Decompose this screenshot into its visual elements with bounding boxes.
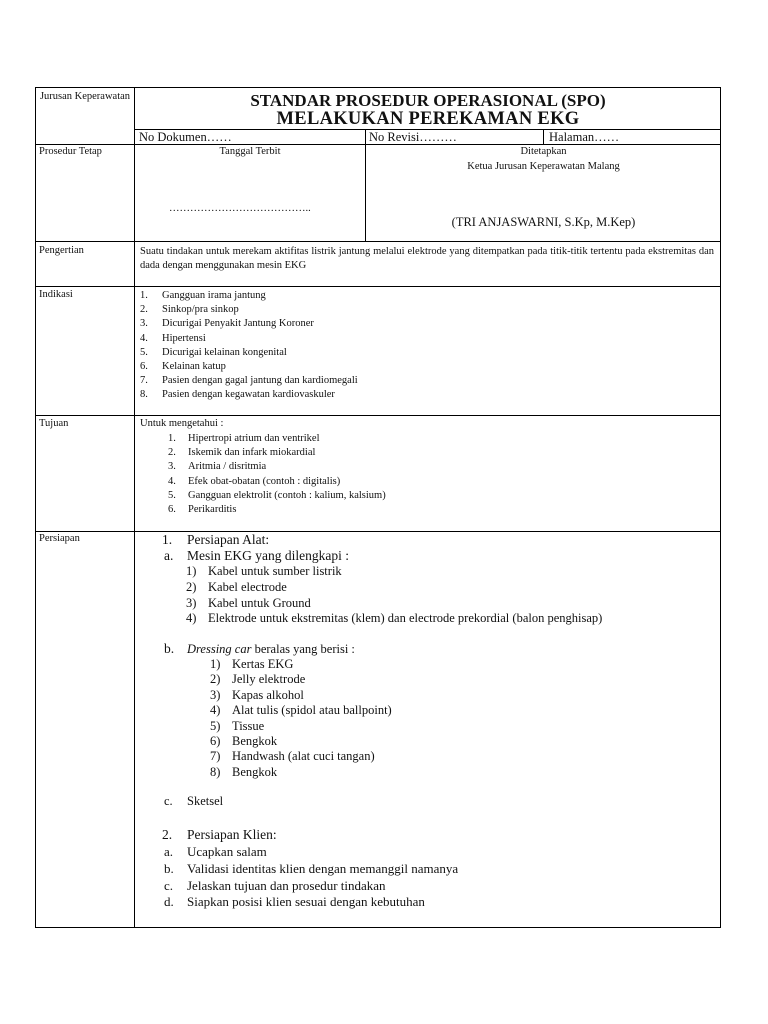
indikasi-item (140, 303, 700, 317)
indikasi-item (140, 346, 700, 360)
alat-a-letter: a. (164, 548, 174, 563)
list-item-text: Jelly elektrode (232, 672, 306, 687)
list-item-text: Iskemik dan infark miokardial (188, 447, 316, 459)
list-item-text: Pasien dengan kegawatan kardiovaskuler (162, 389, 335, 401)
tujuan-item (168, 503, 688, 517)
mesin-ekg-item (186, 611, 706, 627)
department-label: Jurusan Keperawatan (39, 91, 131, 102)
persiapan-klien-item (164, 844, 684, 861)
list-item-number: 4) (210, 703, 221, 718)
mesin-ekg-item (186, 564, 706, 580)
list-item-text: Bengkok (232, 733, 278, 748)
ditetapkan-label: Ditetapkan (520, 146, 567, 157)
list-item-number: 2) (210, 672, 221, 687)
indikasi-item (140, 374, 700, 388)
list-item-number: 1. (140, 290, 148, 301)
dressing-car-italic: Dressing car (187, 642, 252, 656)
list-item-number: 7. (140, 375, 148, 387)
list-item-number: 2) (186, 579, 197, 594)
dressing-car-item (210, 703, 630, 718)
list-item-text: Elektrode untuk ekstremitas (klem) dan electrode prekordial (balon penghisap) (208, 611, 603, 626)
dressing-car-item (210, 719, 630, 734)
list-item-number: 1) (210, 657, 221, 671)
row-divider-tujuan (35, 531, 721, 532)
list-item-number: c. (164, 877, 174, 893)
procedure-title: MELAKUKAN PEREKAMAN EKG (276, 109, 580, 129)
persiapan-klien-list (164, 844, 684, 911)
dressing-car-item (210, 657, 630, 672)
alat-b-letter: b. (164, 641, 175, 656)
list-item-text: Dicurigai kelainan kongenital (162, 346, 287, 358)
list-item-number: 3. (140, 318, 148, 330)
list-item-text: Kapas alkohol (232, 687, 304, 702)
persiapan-label: Persiapan (39, 533, 80, 544)
list-item-text: Kertas EKG (232, 657, 294, 671)
tanggal-terbit-label: Tanggal Terbit (219, 146, 281, 157)
signatory-name: (TRI ANJASWARNI, S.Kp, M.Kep) (451, 215, 636, 229)
list-item-text: Ucapkan salam (187, 844, 267, 859)
dressing-car-item (210, 765, 630, 780)
list-item-number: 4. (168, 475, 176, 487)
dressing-car-item (210, 734, 630, 749)
ketua-jurusan-label: Ketua Jurusan Keperawatan Malang (467, 161, 620, 172)
persiapan-klien-heading: Persiapan Klien: (187, 827, 277, 842)
dressing-car-heading (187, 642, 355, 657)
list-item-text: Hipertropi atrium dan ventrikel (188, 433, 320, 444)
list-item-number: b. (164, 860, 174, 876)
document-number: No Dokumen…… (139, 130, 232, 144)
indikasi-item (140, 332, 700, 346)
mesin-ekg-item (186, 580, 706, 596)
table-border-right (720, 87, 721, 927)
persiapan-klien-item (164, 878, 684, 895)
list-item-text: Dicurigai Penyakit Jantung Koroner (162, 318, 314, 330)
sketsel-item: Sketsel (187, 794, 224, 808)
label-column-divider (134, 87, 135, 927)
signature-line: ………………………………….. (169, 203, 311, 214)
list-item-number: 5. (168, 489, 176, 501)
dressing-car-item (210, 749, 630, 764)
tujuan-item (168, 460, 688, 474)
persiapan-klien-item (164, 861, 684, 878)
list-item-number: 5) (210, 718, 221, 733)
persiapan-alat-number: 1. (162, 532, 173, 547)
list-item-text: Sinkop/pra sinkop (162, 304, 239, 316)
indikasi-item (140, 360, 700, 374)
list-item-text: Siapkan posisi klien sesuai dengan kebutuhan (187, 894, 425, 910)
list-item-number: 2. (140, 304, 148, 316)
row-divider-pengertian (35, 286, 721, 287)
list-item-number: 3) (210, 687, 221, 702)
list-item-text: Gangguan irama jantung (162, 290, 266, 301)
indikasi-list (140, 289, 700, 403)
table-border-top (35, 87, 721, 88)
tujuan-intro: Untuk mengetahui : (140, 418, 224, 429)
list-item-number: 3. (168, 461, 176, 473)
page-number: Halaman…… (549, 130, 620, 144)
list-item-text: Kabel electrode (208, 579, 287, 594)
list-item-number: 6. (140, 360, 148, 372)
indikasi-item (140, 317, 700, 331)
tujuan-label: Tujuan (39, 418, 69, 429)
dressing-car-item (210, 672, 630, 687)
list-item-number: 6) (210, 733, 221, 748)
list-item-text: Jelaskan tujuan dan prosedur tindakan (187, 877, 386, 893)
list-item-number: 6. (168, 503, 176, 515)
tujuan-item (168, 446, 688, 460)
list-item-number: 1. (168, 433, 176, 444)
persiapan-klien-number: 2. (162, 827, 173, 842)
pengertian-text: Suatu tindakan untuk merekam aktifitas listrik jantung melalui elektrode yang ditempatkan pada titik-titik tertentu pada ekstremitas dan dada dengan menggunakan mesin EKG (140, 246, 714, 271)
list-item-number: 2. (168, 447, 176, 459)
list-item-number: 1) (186, 564, 197, 578)
list-item-number: 3) (186, 595, 197, 610)
list-item-text: Kabel untuk sumber listrik (208, 564, 342, 578)
mesin-ekg-list (186, 564, 706, 627)
persiapan-klien-item (164, 894, 684, 911)
indikasi-item (140, 289, 700, 303)
list-item-text: Alat tulis (spidol atau ballpoint) (232, 703, 392, 718)
list-item-text: Handwash (alat cuci tangan) (232, 749, 375, 764)
prosedur-tetap-label: Prosedur Tetap (39, 146, 102, 157)
list-item-text: Pasien dengan gagal jantung dan kardiomegali (162, 375, 358, 387)
dressing-car-item (210, 688, 630, 703)
mesin-ekg-item (186, 596, 706, 612)
list-item-text: Kabel untuk Ground (208, 595, 311, 610)
list-item-number: 8) (210, 764, 221, 779)
list-item-number: 4) (186, 611, 197, 626)
table-border-bottom (35, 927, 721, 928)
list-item-number: 7) (210, 749, 221, 764)
list-item-text: Tissue (232, 718, 265, 733)
list-item-number: d. (164, 894, 174, 910)
tujuan-item (168, 475, 688, 489)
list-item-number: 8. (140, 389, 148, 401)
col-divider-halaman (543, 129, 544, 144)
list-item-text: Bengkok (232, 764, 278, 779)
list-item-text: Gangguan elektrolit (contoh : kalium, kalsium) (188, 489, 386, 501)
tujuan-item (168, 489, 688, 503)
row-divider-indikasi (35, 415, 721, 416)
list-item-number: a. (164, 844, 174, 859)
list-item-number: 5. (140, 346, 148, 358)
indikasi-label: Indikasi (39, 289, 73, 300)
pengertian-label: Pengertian (39, 245, 84, 256)
list-item-text: Validasi identitas klien dengan memanggil namanya (187, 860, 459, 876)
mesin-ekg-heading: Mesin EKG yang dilengkapi : (187, 548, 349, 563)
dressing-car-rest: beralas yang berisi : (251, 642, 355, 656)
list-item-text: Perikarditis (188, 503, 237, 515)
document-title: STANDAR PROSEDUR OPERASIONAL (SPO) (250, 91, 606, 110)
list-item-number: 4. (140, 332, 148, 344)
row-divider-prosedur (35, 241, 721, 242)
list-item-text: Kelainan katup (162, 360, 226, 372)
list-item-text: Efek obat-obatan (contoh : digitalis) (188, 475, 341, 487)
list-item-text: Aritmia / disritmia (188, 461, 267, 473)
table-border-left (35, 87, 36, 927)
dressing-car-list (210, 657, 630, 780)
tujuan-item (168, 432, 688, 446)
revision-number: No Revisi……… (369, 130, 457, 144)
indikasi-item (140, 388, 700, 402)
list-item-text: Hipertensi (162, 332, 206, 344)
persiapan-alat-heading: Persiapan Alat: (187, 532, 270, 547)
alat-c-letter: c. (164, 794, 173, 808)
tujuan-list (168, 432, 688, 517)
